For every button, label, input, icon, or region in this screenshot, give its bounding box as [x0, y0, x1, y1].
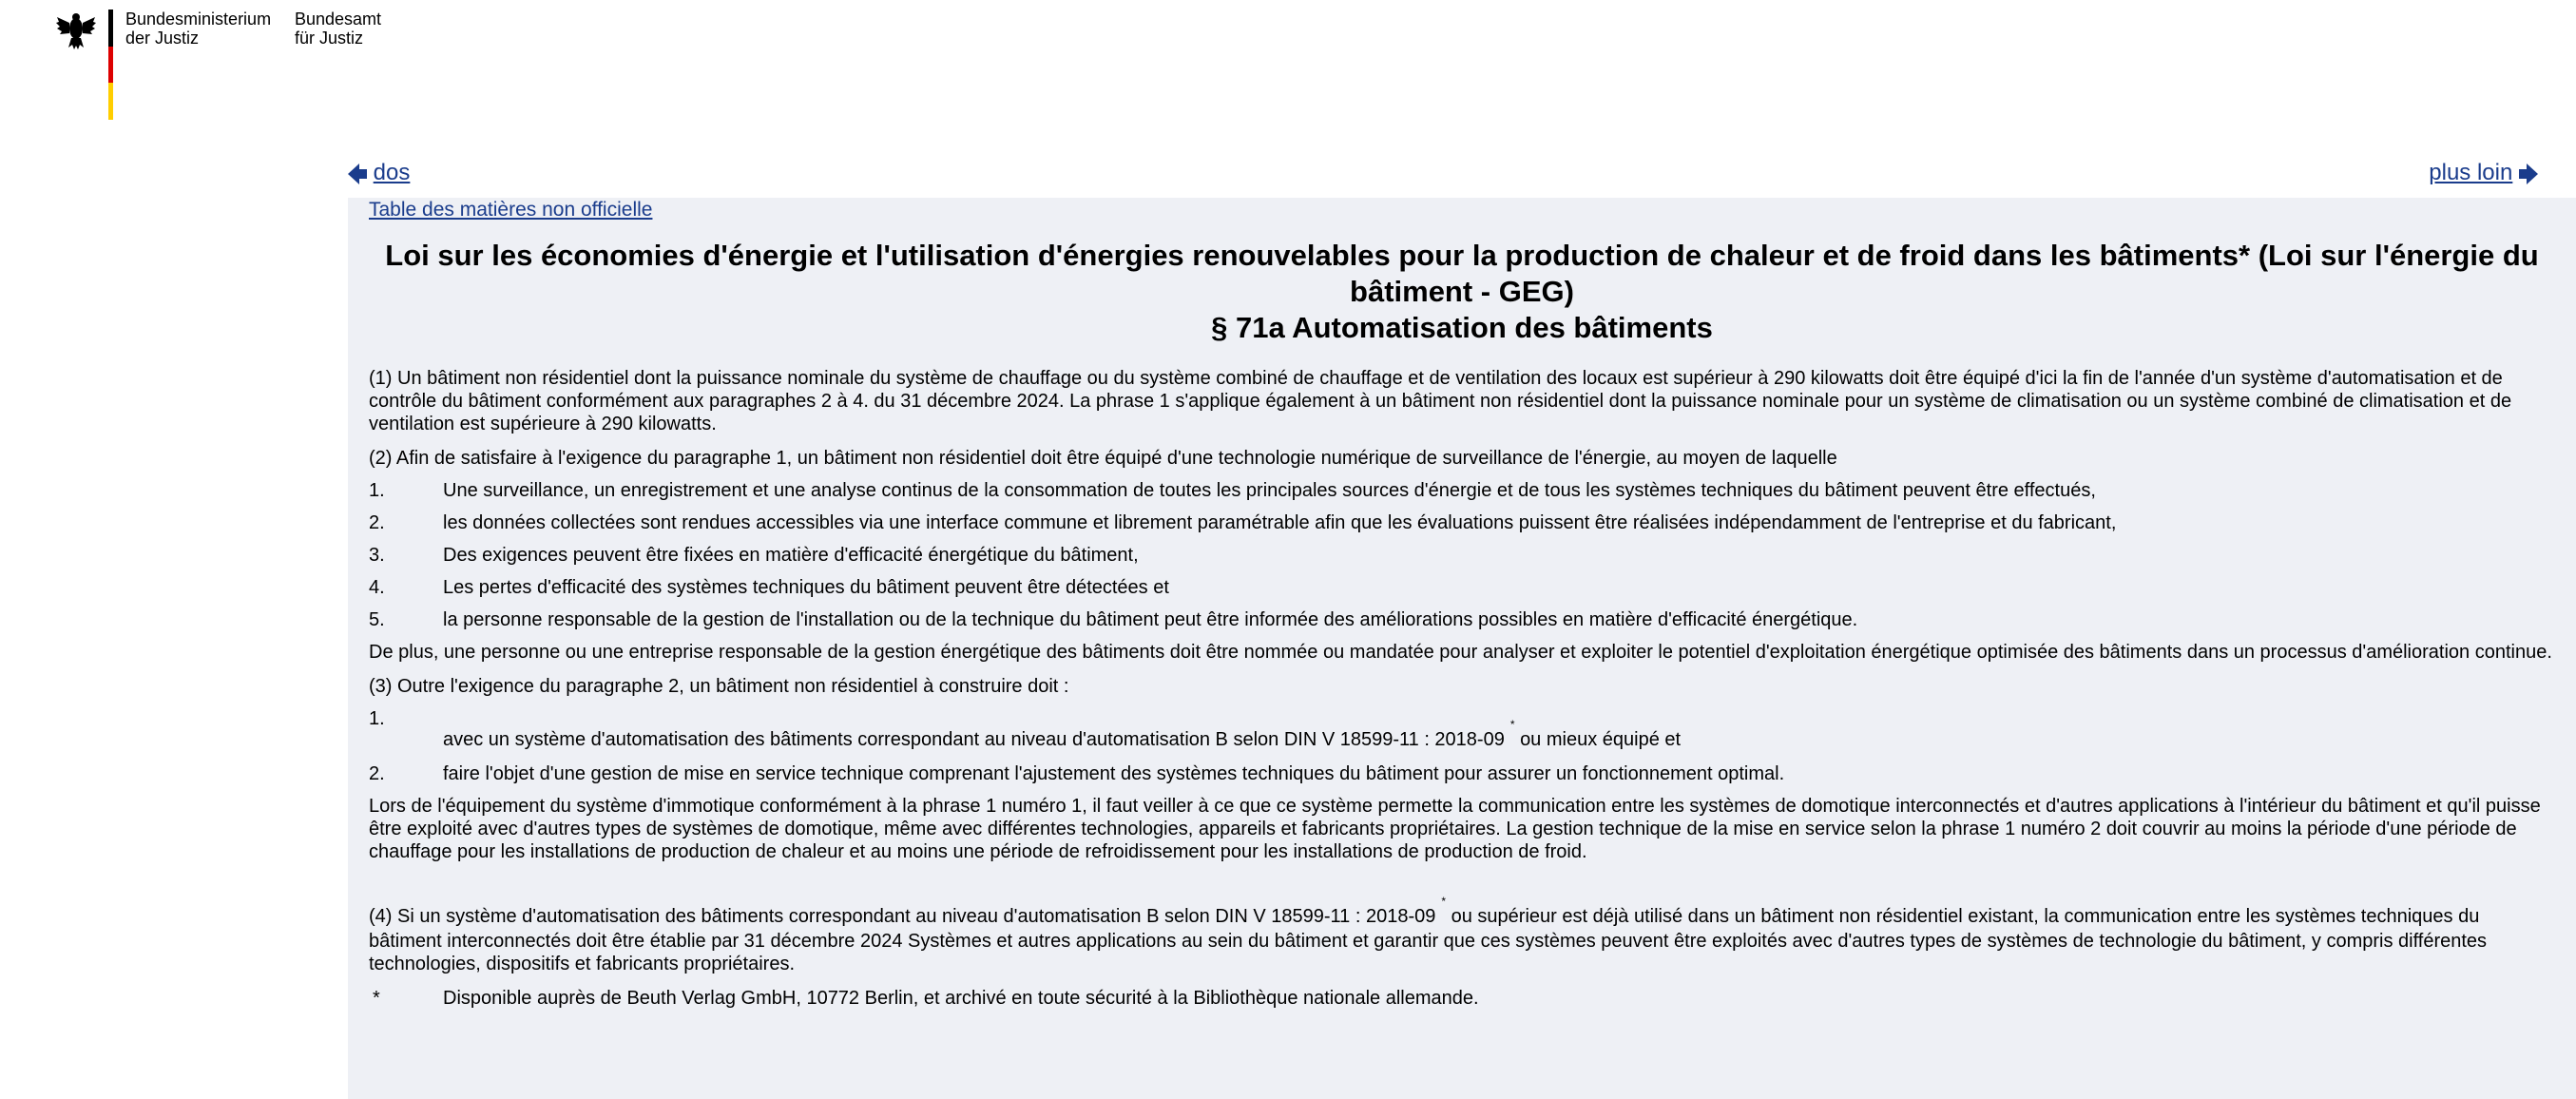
- list-text: les données collectées sont rendues accessibles via une interface commune et librement paramétrable afin que les évaluations puissent être réalisées indépendamment de l'entreprise et du fabricant,: [443, 512, 2117, 533]
- list-text-tail: ou mieux équipé et: [1520, 729, 1682, 750]
- content-inner: [369, 198, 2555, 1010]
- list-item: [369, 608, 2555, 631]
- list-number: 2.: [369, 512, 385, 533]
- list-item: [369, 576, 2555, 599]
- list-number: 1.: [369, 708, 385, 729]
- paragraph-4: [369, 895, 2555, 975]
- german-flag-stripe: [108, 10, 113, 120]
- list-text: la personne responsable de la gestion de l'installation ou de la technique du bâtiment peut être informée des améliorations possibles en matière d'efficacité énergétique.: [443, 609, 1858, 630]
- list-item: [369, 762, 2555, 785]
- paragraph-2-outro: De plus, une personne ou une entreprise responsable de la gestion énergétique des bâtiments doit être nommée ou mandatée pour analyser et exploiter le potentiel d'exploitation énergétique optimisée des bâtiments dans un processus d'amélioration continue.: [369, 642, 2552, 663]
- flag-black: [108, 10, 113, 47]
- flag-red: [108, 47, 113, 83]
- footnote-text: Disponible auprès de Beuth Verlag GmbH, 10772 Berlin, et archivé en toute sécurité à la Bibliothèque nationale allemande.: [443, 988, 1479, 1009]
- paragraph-3-list: [369, 707, 2555, 785]
- arrow-right-icon: [2519, 164, 2538, 184]
- section-title: § 71a Automatisation des bâtiments: [1211, 311, 1713, 344]
- flag-gold: [108, 83, 113, 120]
- list-text: Une surveillance, un enregistrement et une analyse continus de la consommation de toutes les principales sources d'énergie et de tous les systèmes techniques du bâtiment peuvent être effectués,: [443, 480, 2096, 501]
- list-item: [369, 544, 2555, 567]
- office-line-1: Bundesamt: [295, 10, 382, 29]
- law-title: [369, 238, 2555, 346]
- footnote-reference: *: [1441, 895, 1447, 908]
- paragraph-4-rest: ou supérieur est déjà utilisé dans un bâtiment non résidentiel existant, la communication entre les systèmes techniques du bâtiment interconnectés doit être établie par 31 décembre 2024 Systèmes et autres applications au sein du bâtiment et garantir que ces systèmes peuvent être exploités avec d'autres types de systèmes de technologie du bâtiment, y compris différentes technologies, dispositifs et fabricants propriétaires.: [369, 906, 2488, 974]
- arrow-left-icon: [348, 164, 367, 184]
- back-link[interactable]: dos: [373, 160, 411, 185]
- paragraph-1: (1) Un bâtiment non résidentiel dont la puissance nominale du système de chauffage ou du système combiné de chauffage et de ventilation des locaux est supérieur à 290 kilowatts doit être équipé d'ici la fin de l'année d'un système d'automatisation et de contrôle du bâtiment conformément aux paragraphes 2 à 4. du 31 décembre 2024. La phrase 1 s'applique également à un bâtiment non résidentiel dont la puissance nominale pour un système de climatisation ou un système combiné de climatisation et de ventilation est supérieure à 290 kilowatts.: [369, 368, 2512, 434]
- footnote-mark: *: [373, 988, 380, 1009]
- list-number: 4.: [369, 577, 385, 598]
- paragraph-2-intro: (2) Afin de satisfaire à l'exigence du paragraphe 1, un bâtiment non résidentiel doit être équipé d'une technologie numérique de surveillance de l'énergie, au moyen de laquelle: [369, 448, 1837, 469]
- list-number: 5.: [369, 609, 385, 630]
- law-title-main: Loi sur les économies d'énergie et l'utilisation d'énergies renouvelables pour la production de chaleur et de froid dans les bâtiments* (Loi sur l'énergie du bâtiment - GEG): [385, 239, 2539, 308]
- forward-link[interactable]: plus loin: [2429, 160, 2513, 185]
- list-item: [369, 479, 2555, 502]
- paragraph-3-intro: (3) Outre l'exigence du paragraphe 2, un bâtiment non résidentiel à construire doit :: [369, 676, 1069, 697]
- list-item: [369, 707, 2555, 753]
- office-line-2: für Justiz: [295, 29, 364, 48]
- ministry-line-1: Bundesministerium: [125, 10, 272, 29]
- federal-eagle-icon: [55, 10, 97, 51]
- list-number: 1.: [369, 480, 385, 501]
- nav-back[interactable]: [348, 160, 410, 186]
- toc-link[interactable]: Table des matières non officielle: [369, 199, 653, 221]
- paragraph-4-start: (4) Si un système d'automatisation des bâtiments correspondant au niveau d'automatisation B selon DIN V 18599-11 : 2018-09: [369, 906, 1436, 927]
- footnote-reference: *: [1509, 718, 1515, 731]
- list-item: [369, 511, 2555, 534]
- list-number: 3.: [369, 545, 385, 566]
- list-text: faire l'objet d'une gestion de mise en service technique comprenant l'ajustement des systèmes techniques du bâtiment pour assurer un fonctionnement optimal.: [443, 763, 1785, 784]
- list-number: 2.: [369, 763, 385, 784]
- ministry-name: [125, 10, 271, 48]
- ministry-line-2: der Justiz: [125, 29, 200, 48]
- nav-forward[interactable]: [2429, 160, 2538, 186]
- paragraph-3-outro: Lors de l'équipement du système d'immotique conformément à la phrase 1 numéro 1, il faut veiller à ce que ce système permette la communication entre les systèmes de domotique interconnectés et d'autres applications à l'intérieur du bâtiment et qu'il puisse être exploité avec d'autres types de systèmes de domotique, même avec différentes technologies, appareils et fabricants propriétaires. La gestion technique de la mise en service selon la phrase 1 numéro 2 doit couvrir au moins la période d'une période de chauffage pour les installations de production de chaleur et au moins une période de refroidissement pour les installations de production de froid.: [369, 796, 2541, 862]
- list-text: Les pertes d'efficacité des systèmes techniques du bâtiment peuvent être détectées et: [443, 577, 1169, 598]
- list-text: [443, 707, 2555, 753]
- content-panel: [348, 198, 2576, 1099]
- office-name: [295, 10, 381, 48]
- din-reference-text: avec un système d'automatisation des bâtiments correspondant au niveau d'automatisation B selon DIN V 18599-11 : 2018-09: [443, 729, 1505, 750]
- footnote: [369, 987, 2555, 1010]
- list-text: Des exigences peuvent être fixées en matière d'efficacité énergétique du bâtiment,: [443, 545, 1139, 566]
- paragraph-2-list: [369, 479, 2555, 631]
